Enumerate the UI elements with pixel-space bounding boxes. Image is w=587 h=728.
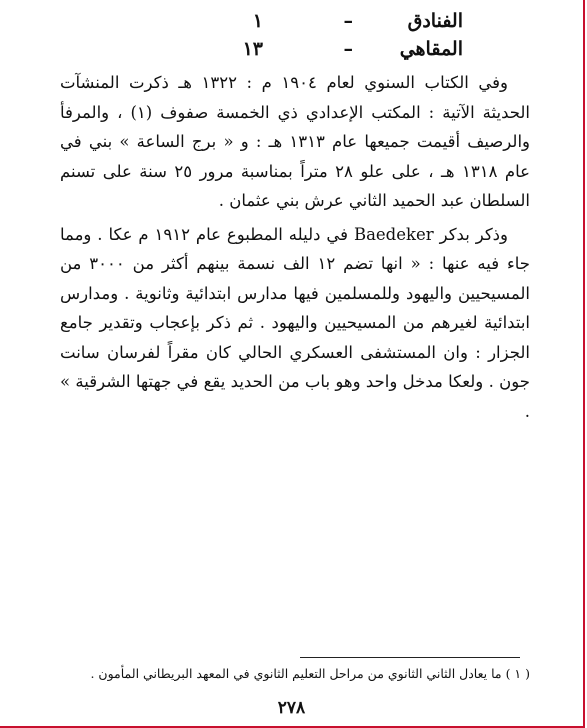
stat-value: ١: [252, 10, 263, 32]
footnote-divider: [300, 657, 520, 658]
stat-value: ١٣: [242, 38, 263, 60]
stat-label: الفنادق: [407, 10, 463, 32]
stat-dash: –: [343, 10, 353, 32]
body-text: [60, 68, 530, 426]
stat-label: المقاهي: [399, 38, 463, 60]
page-number: ٢٧٨: [277, 698, 306, 718]
stat-dash: –: [343, 38, 353, 60]
stat-row-cafes: [163, 36, 463, 62]
paragraph: وفي الكتاب السنوي لعام ١٩٠٤ م : ١٣٢٢ هـ ذكرت المنشآت الحديثة الآتية : المكتب الإعدادي ذي الخمسة صفوف (١) ، والمرفأ والرصيف أقيمت جميعها عام ١٣١٣ هـ : و « برج الساعة » بني في عام ١٣١٨ هـ ، على علو ٢٨ متراً بمناسبة مرور ٢٥ سنة على تسنم السلطان عبد الحميد الثاني عرش بني عثمان .: [60, 73, 531, 210]
paragraph: وذكر بدكر Baedeker في دليله المطبوع عام ١٩١٢ م عكا . ومما جاء فيه عنها : « انها تضم ١٢ الف نسمة بينهم أكثر من ٣٠٠٠ من المسيحيين واليهود وللمسلمين فيها مدارس ابتدائية وثانوية . ومدارس ابتدائية لغيرهم من المسيحيين واليهود . ثم ذكر بإعجاب وتقدير جامع الجزار : وان المستشفى العسكري الحالي كان مقراً لفرسان سانت جون . ولعكا مدخل واحد وهو باب من الحديد يقع في جهتها الشرقية » .: [60, 224, 530, 421]
stat-row-hotels: [163, 8, 463, 34]
footnote: ( ١ ) ما يعادل الثاني الثانوي من مراحل التعليم الثانوي في المعهد البريطاني المأمون .: [90, 666, 530, 681]
